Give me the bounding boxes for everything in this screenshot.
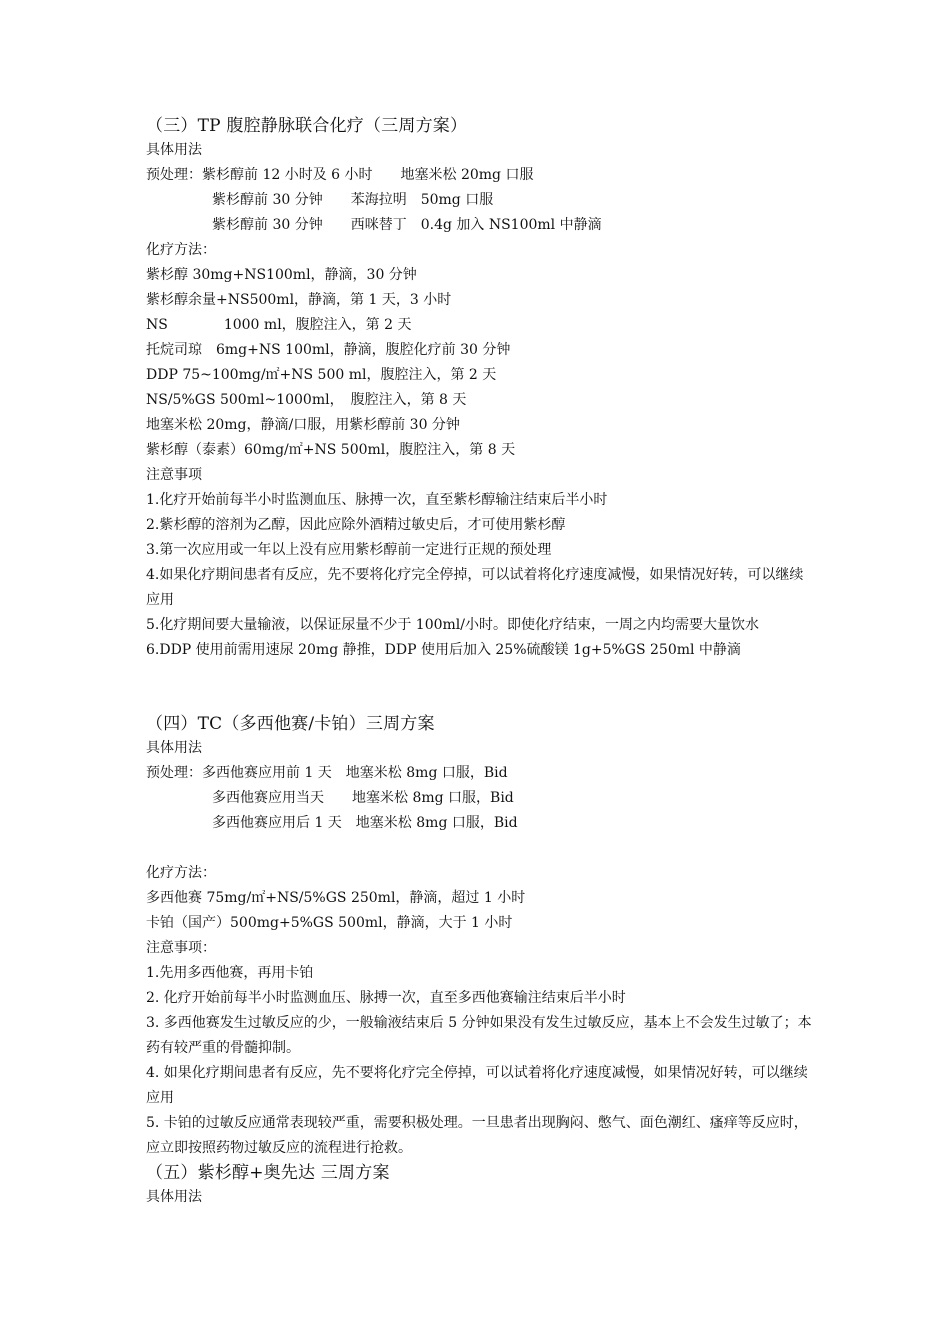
method-line: 紫杉醇 30mg+NS100ml，静滴，30 分钟: [146, 267, 417, 283]
section-heading: （四）TC（多西他赛/卡铂）三周方案: [146, 714, 435, 734]
notes-label: 注意事项：: [146, 940, 216, 956]
note-item: 5. 卡铂的过敏反应通常表现较严重，需要积极处理。一旦患者出现胸闷、憋气、面色潮红、瘙痒等反应时，应立即按照药物过敏反应的流程进行抢救。: [146, 1115, 808, 1156]
blank-line: [146, 836, 816, 861]
note-item: 2.紫杉醇的溶剂为乙醇，因此应除外酒精过敏史后，才可使用紫杉醇: [146, 517, 566, 533]
usage-label: 具体用法: [146, 1189, 202, 1205]
method-line: 紫杉醇余量+NS500ml，静滴，第 1 天，3 小时: [146, 292, 452, 308]
method-label: 化疗方法：: [146, 865, 216, 881]
note-item: 4. 如果化疗期间患者有反应，先不要将化疗完全停掉，可以试着将化疗速度减慢，如果情况好转，可以继续应用: [146, 1065, 808, 1106]
method-line: 卡铂（国产）500mg+5%GS 500ml，静滴，大于 1 小时: [146, 915, 513, 931]
method-line: 托烷司琼 6mg+NS 100ml，静滴，腹腔化疗前 30 分钟: [146, 342, 511, 358]
pretreatment-line: 紫杉醇前 30 分钟 西咪替丁 0.4g 加入 NS100ml 中静滴: [212, 217, 602, 233]
method-line: NS 1000 ml，腹腔注入，第 2 天: [146, 317, 412, 333]
method-line: DDP 75~100mg/㎡+NS 500 ml，腹腔注入，第 2 天: [146, 367, 497, 383]
note-item: 4.如果化疗期间患者有反应，先不要将化疗完全停掉，可以试着将化疗速度减慢，如果情况好转，可以继续应用: [146, 567, 804, 608]
method-line: 多西他赛 75mg/㎡+NS/5%GS 250ml，静滴，超过 1 小时: [146, 890, 526, 906]
section-heading: （三）TP 腹腔静脉联合化疗（三周方案）: [146, 116, 468, 136]
note-item: 3. 多西他赛发生过敏反应的少，一般输液结束后 5 分钟如果没有发生过敏反应，基本上不会发生过敏了；本药有较严重的骨髓抑制。: [146, 1015, 812, 1056]
method-line: 紫杉醇（泰素）60mg/㎡+NS 500ml，腹腔注入，第 8 天: [146, 442, 516, 458]
pretreatment-line: 多西他赛应用后 1 天 地塞米松 8mg 口服，Bid: [212, 815, 518, 831]
note-item: 6.DDP 使用前需用速尿 20mg 静推，DDP 使用后加入 25%硫酸镁 1g+5%GS 250ml 中静滴: [146, 642, 741, 658]
section-tp: [146, 114, 816, 663]
usage-label: 具体用法: [146, 142, 202, 158]
pretreatment-line: 预处理：多西他赛应用前 1 天 地塞米松 8mg 口服，Bid: [146, 765, 508, 781]
section-heading: （五）紫杉醇+奥先达 三周方案: [146, 1163, 390, 1183]
method-label: 化疗方法：: [146, 242, 216, 258]
note-item: 1.化疗开始前每半小时监测血压、脉搏一次，直至紫杉醇输注结束后半小时: [146, 492, 608, 508]
usage-label: 具体用法: [146, 740, 202, 756]
section-paclitaxel-oxaliplatin: [146, 1161, 816, 1210]
notes-label: 注意事项: [146, 467, 202, 483]
pretreatment-line: 紫杉醇前 30 分钟 苯海拉明 50mg 口服: [212, 192, 494, 208]
pretreatment-line: 多西他赛应用当天 地塞米松 8mg 口服，Bid: [212, 790, 514, 806]
method-line: 地塞米松 20mg，静滴/口服，用紫杉醇前 30 分钟: [146, 417, 460, 433]
note-item: 3.第一次应用或一年以上没有应用紫杉醇前一定进行正规的预处理: [146, 542, 552, 558]
pretreatment-line: 预处理：紫杉醇前 12 小时及 6 小时 地塞米松 20mg 口服: [146, 167, 534, 183]
note-item: 2. 化疗开始前每半小时监测血压、脉搏一次，直至多西他赛输注结束后半小时: [146, 990, 626, 1006]
method-line: NS/5%GS 500ml~1000ml， 腹腔注入，第 8 天: [146, 392, 467, 408]
section-tc: [146, 712, 816, 1161]
note-item: 1.先用多西他赛，再用卡铂: [146, 965, 314, 981]
note-item: 5.化疗期间要大量输液，以保证尿量不少于 100ml/小时。即使化疗结束，一周之内均需要大量饮水: [146, 617, 759, 633]
